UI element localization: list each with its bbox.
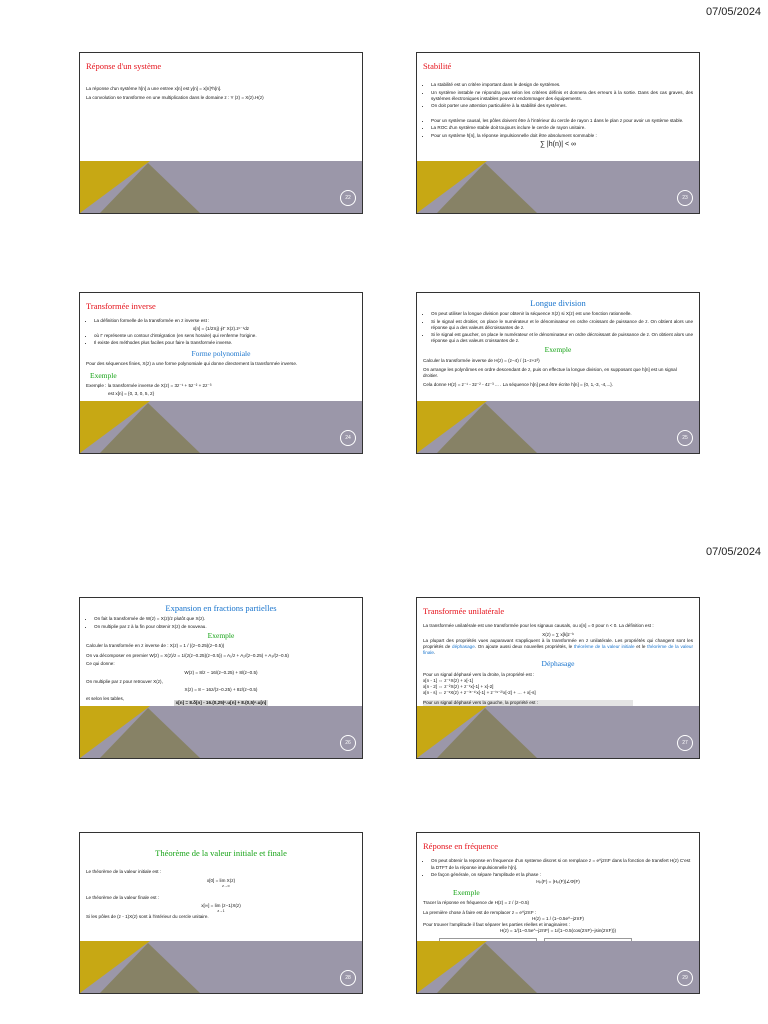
formula: Hₚ(F) = |Hₚ(F)|∠Φ(F) <box>536 879 580 885</box>
list-item: • On peut utiliser la longue division pour obtenir la séquence X(z) si X(z) est une fonction rationnelle. <box>431 311 693 317</box>
list-item: • Il existe des méthodes plus faciles pour faire la transformée inverse. <box>94 340 356 346</box>
slide-number: 22 <box>340 190 356 206</box>
text-line: Calculer la transformée en z inverse de : X(z) = 1 / ((z−0.25)(z−0.5)) <box>86 642 225 648</box>
bullet-list <box>423 858 693 878</box>
text-line: Ce qui donne: <box>86 661 115 667</box>
formula: x[n] = (1/2πj) ∮Γ X(z).zⁿ⁻¹dz <box>192 325 250 331</box>
slide-content <box>86 301 356 399</box>
formula: x[∞] = lim (z−1)X(z) <box>201 902 241 908</box>
list-item: • La ROC d'un système stable doit toujours inclure le cercle de rayon unitaire. <box>431 125 693 131</box>
list-item: • La stabilité est un critère important dans le design de systèmes. <box>431 82 693 88</box>
list-item: • Pour un système causal, les pôles doivent être à l'intérieur du cercle de rayon 1 dans le plan z pour avoir un système stable. <box>431 118 693 124</box>
formula: x[0] = lim X(z) <box>206 877 236 883</box>
list-item: • On fait la transformée de W(z) = X(z)/z plutôt que X(z). <box>94 616 356 622</box>
slide-decoration <box>417 941 699 993</box>
slide-27 <box>416 597 700 759</box>
link-valeur-initiale[interactable]: théorème de la valeur initiale <box>573 644 635 650</box>
list-item: • On doit porter une attention particulière à la stabilité des systèmes. <box>431 103 693 109</box>
slide-title: Transformée inverse <box>86 301 156 311</box>
slide-decoration <box>417 706 699 758</box>
slide-number: 26 <box>340 735 356 751</box>
text-line: On multiplie par z pour retrouver X(z), <box>86 678 163 684</box>
slide-number: 28 <box>340 970 356 986</box>
slide-decoration <box>80 161 362 213</box>
slide-title: Expansion en fractions partielles <box>165 603 277 613</box>
text-line: Si les pôles de (z - 1)X(z) sont à l'intérieur du cercle unitaire. <box>86 913 209 919</box>
example-title: Exemple <box>90 370 117 380</box>
slide-decoration <box>80 706 362 758</box>
text-line: Cela donne H(z) = z⁻¹ - 3z⁻² - 4z⁻³ ... . La séquence h[n] peut être écrite h[n] = {0, 1,-3, -4,...}. <box>423 382 614 388</box>
text-line: Pour un signal déphasé vers la gauche, la propriété est : <box>423 700 538 706</box>
list-item: • On peut obtenir la reponse en frequence d'un systeme discret si on remplace z = e^j2πF dans la fonction de transfert H(z) C'est la DTFT de la réponse impulsionnelle h[n]. <box>431 858 693 870</box>
text-line: La première chose à faire est de remplacer z = e^j2πF : <box>423 909 537 915</box>
slide-title: Stabilité <box>423 61 452 71</box>
slide-title: Théorème de la valeur initiale et finale <box>155 848 287 858</box>
slide-number: 23 <box>677 190 693 206</box>
slide-title: Réponse en fréquence <box>423 841 499 851</box>
formula: x[n - 2] ⇔ z⁻²X(z) + z⁻¹x[-1] + x[-2] <box>423 683 494 689</box>
slide-content <box>423 298 693 390</box>
list-item: • Si le signal est droitier, on place le numérateur et le dénominateur en ordre croissant de puissance de z. On obtient alors une réponse qui a des valeurs décroissantes de z. <box>431 319 693 331</box>
text-line: Pour des séquences finies, X(z) a une forme polynomiale qui donne directement la transformée inverse. <box>86 361 298 367</box>
slide-title: Réponse d'un système <box>86 61 162 71</box>
text-line: On va décomposer en premier W(z) = X(z)/z = 1/(z(z−0.25)(z−0.5)) = A₁/z + A₂/(z−0.25) + A₃/(z−0.5) <box>86 653 289 659</box>
formula: ∑ |h(n)| < ∞ <box>540 140 576 148</box>
slide-22 <box>79 52 363 214</box>
slide-content <box>86 61 356 103</box>
slide-content <box>423 61 693 149</box>
text-line: Pour un signal déphasé vers la droite, la propriété est : <box>423 671 535 677</box>
slide-number: 24 <box>340 430 356 446</box>
slide-decoration <box>80 941 362 993</box>
formula: x[n - 1] ⇔ z⁻¹X(z) + x[-1] <box>423 677 474 683</box>
list-item: • Pour un système h[n], la réponse impulsionnelle doit être absolument sommable : <box>431 133 693 139</box>
slide-29 <box>416 832 700 994</box>
text-line: Le théorème de la valeur finale est : <box>86 894 160 900</box>
text-line: est x[n] = {0, 3, 0, 5, 2} <box>108 390 155 396</box>
text-segment: . On ajoute aussi deux nouvelles propriétés, le <box>474 644 574 650</box>
text-line: La convolution se transforme en une multiplication dans le domaine z : Y (z) = X(z).H(z) <box>86 94 264 100</box>
bullet-list <box>86 318 356 324</box>
link-valeur-finale[interactable]: théorème de la valeur finale <box>423 644 693 656</box>
formula-subscript: z→1 <box>217 908 225 913</box>
formula-subscript: z→∞ <box>222 883 230 888</box>
text-segment: . <box>433 650 436 656</box>
slide-title: Longue division <box>530 298 586 308</box>
slide-28 <box>79 832 363 994</box>
slide-23 <box>416 52 700 214</box>
text-line: Exemple : la transformée inverse de X(z) = 3z⁻¹ + 5z⁻² + 2z⁻³ <box>86 382 212 388</box>
slide-25 <box>416 292 700 454</box>
text-line: et selon les tables, <box>86 696 125 702</box>
slide-24 <box>79 292 363 454</box>
section-title: Déphasage <box>541 659 575 669</box>
bullet-list <box>423 82 693 109</box>
section-title: Forme polynomiale <box>191 349 251 359</box>
formula: H(z) = 1 / (1−0.5e^−j2πF) <box>532 915 584 921</box>
page-date-top: 07/05/2024 <box>706 6 762 18</box>
slide-number: 29 <box>677 970 693 986</box>
formula: x[n - s] ⇔ z⁻ˢX(z) + z⁻⁽ˢ⁻¹⁾x[-1] + z⁻⁽ˢ⁻²⁾x[-2] + … + x[-s] <box>423 690 536 696</box>
text-line: Le théorème de la valeur initiale est : <box>86 869 162 875</box>
slide-content <box>86 603 356 706</box>
list-item: • Si le signal est gaucher, on place le numérateur et le dénominateur en ordre décroissant de puissance de z. On obtient alors une réponse qui a des valeurs croissantes de z. <box>431 332 693 344</box>
text-line: Pour trouver l'amplitude il faut séparer les parties réelles et imaginaires : <box>423 921 570 927</box>
slide-content <box>86 845 356 922</box>
text-line: On arrange les polynômes en ordre descendant de z, puis on effectue la longue division, en supposant que h[n] est un signal droitier. <box>423 366 677 378</box>
slide-title: Transformée unilatérale <box>423 606 505 616</box>
link-dephasage[interactable]: déphasage <box>452 644 475 650</box>
example-title: Exemple <box>544 345 572 355</box>
example-title: Exemple <box>453 888 480 898</box>
example-title: Exemple <box>207 630 235 640</box>
text-line: Calculer la transformée inverse de H(z) = (z−4) / (1−z+z²) <box>423 357 540 363</box>
list-item: • On multiplie par z à la fin pour obtenir X(z) de nouveau. <box>94 624 356 630</box>
list-item: • La définition formelle de la transformée en z inverse est : <box>94 318 356 324</box>
bullet-list <box>86 333 356 346</box>
bullet-list <box>423 311 693 344</box>
text-line: La transformée unilatérale est une transformée pour les signaux causals, ou x[n] = 0 pour n < 0. La définition est : <box>423 623 654 629</box>
text-line: La réponse d'un système h[n] a une entree x[n] est y[n] = x[n]*h[n]. <box>86 86 222 92</box>
list-item: • De façon générale, on sépare l'amplitude et la phase : <box>431 872 693 878</box>
bullet-list <box>423 118 693 139</box>
formula: X(z) = 8 − 16z/(z−0.25) + 8z/(z−0.5) <box>184 686 258 692</box>
slide-decoration <box>80 401 362 453</box>
text-segment: et le <box>634 644 648 650</box>
list-item: • où Γ représente un contour d'intégration (en sens horaire) qui renferme l'origine. <box>94 333 356 339</box>
slide-number: 27 <box>677 735 693 751</box>
bullet-list <box>86 616 356 629</box>
slide-decoration <box>417 161 699 213</box>
text-segment: La plupart des propriétés vues auparavant s'appliquent à la transformée en z unilatérale. Les propriétés qui changent sont les propriétés de <box>423 637 693 650</box>
text-line: Tracer la réponse en fréquence de H(z) = z / (z−0.5) <box>423 900 530 906</box>
slide-26 <box>79 597 363 759</box>
slide-decoration <box>417 401 699 453</box>
formula: X(z) = ∑ x[k]z⁻ᵏ <box>542 631 574 637</box>
slide-number: 25 <box>677 430 693 446</box>
result-highlight: x[n] = 8.δ[n] - 16.(0,25)ⁿ.u[n] + 8.(0,5)ⁿ.u[n] <box>175 700 267 706</box>
text-line <box>423 638 693 657</box>
list-item: • Un système instable ne répondra pas selon les critères définis et donnera des erreurs à la sortie. Dans des cas graves, des systèmes électroniques instables peuvent endommager des équipements. <box>431 90 693 102</box>
formula: H(z) = 1/(1−0.5e^−j2πF) = 1/(1−0.5(cos(2πF)−jsin(2πF))) <box>499 928 617 934</box>
formula: W(z) = 8/z − 16/(z−0.25) + 8/(z−0.5) <box>184 669 258 675</box>
page-date-middle: 07/05/2024 <box>706 546 762 558</box>
